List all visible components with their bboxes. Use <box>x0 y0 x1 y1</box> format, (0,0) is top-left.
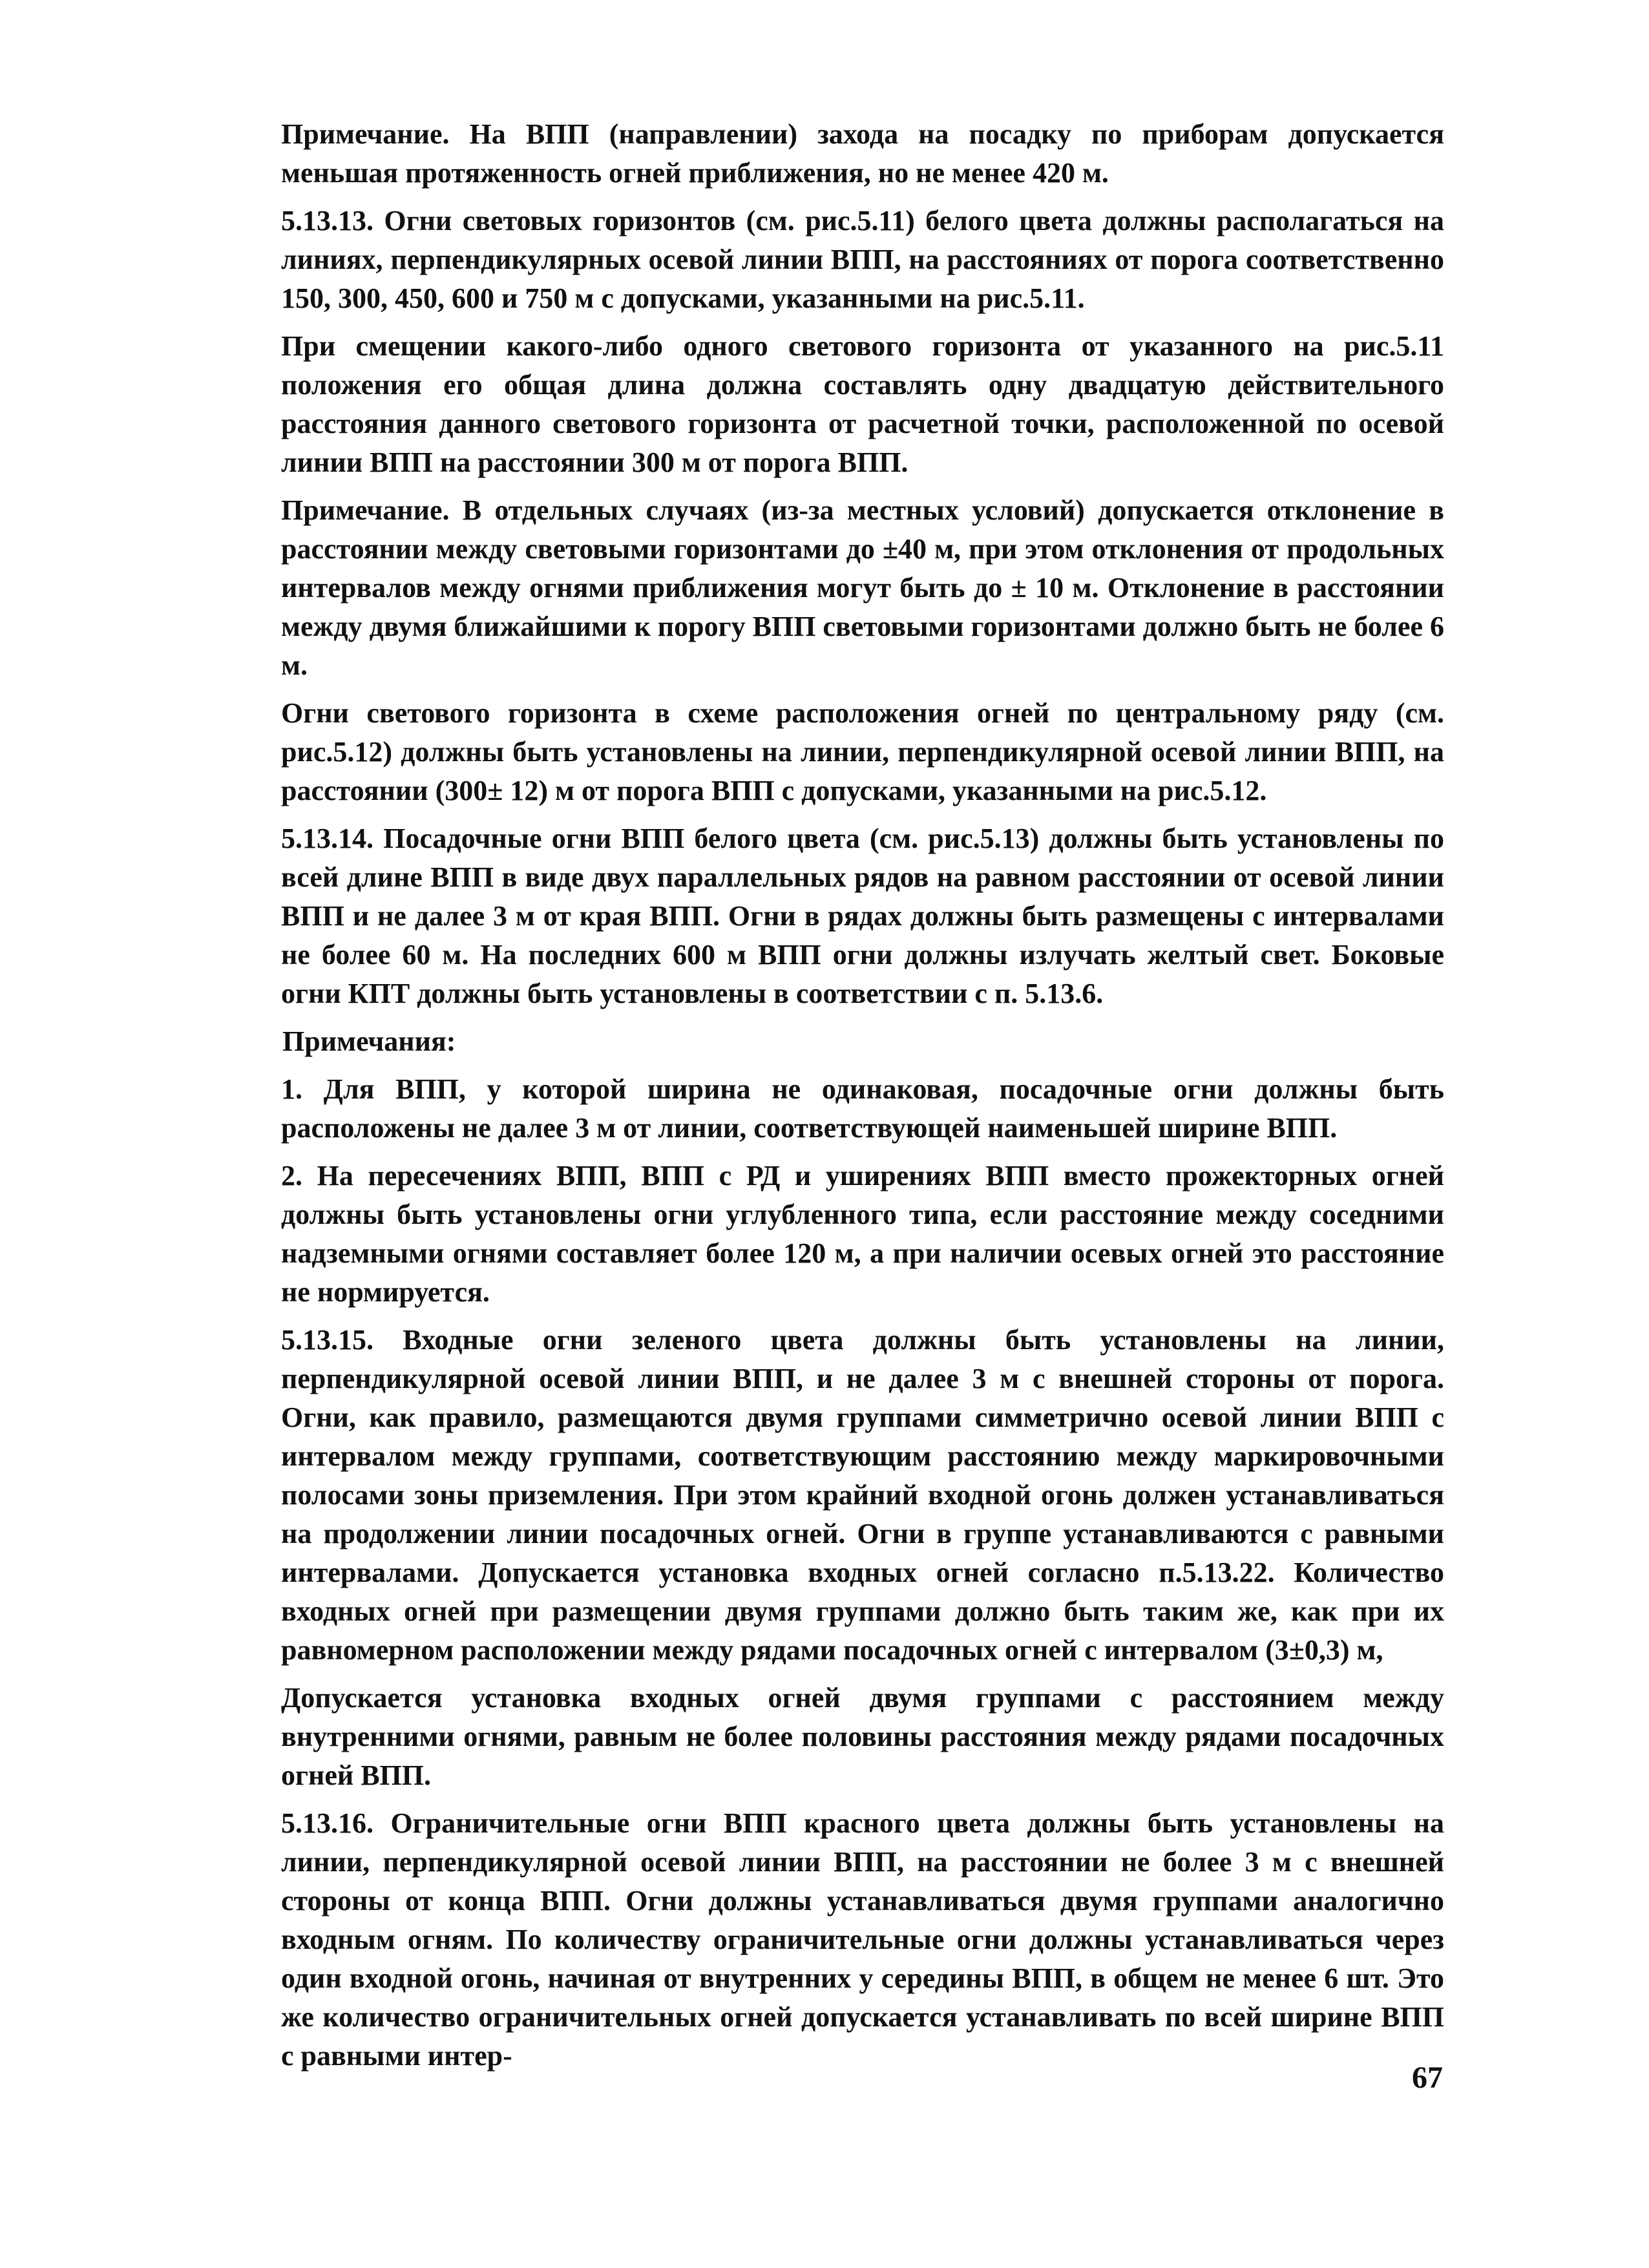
notes-heading: Примечания: <box>282 1025 456 1057</box>
paragraph-horizon-offset: При смещении какого-либо одного светового горизонта от указанного на рис.5.11 положения его общая длина должна составлять одну двадцатую действительного расстояния данного светового горизонта от расчетной точки, расположенной по осевой линии ВПП на расстоянии 300 м от порога ВПП. <box>281 330 1444 478</box>
clause-5-13-14: 5.13.14. Посадочные огни ВПП белого цвета (см. рис.5.13) должны быть установлены по всей длине ВПП в виде двух параллельных рядов на равном расстоянии от осевой линии ВПП и не далее 3 м от края ВПП. Огни в рядах должны быть размещены с интервалами не более 60 м. На последних 600 м ВПП огни должны излучать желтый свет. Боковые огни КПТ должны быть установлены в соответствии с п. 5.13.6. <box>281 823 1444 1009</box>
note-horizon-deviation <box>281 491 1444 685</box>
paragraph-threshold-groups: Допускается установка входных огней двумя группами с расстоянием между внутренними огнями, равным не более половины расстояния между рядами посадочных огней ВПП. <box>281 1682 1444 1791</box>
note-text: В отдельных случаях (из-за местных условий) допускается отклонение в расстоянии между световыми горизонтами до ±40 м, при этом отклонения от продольных интервалов между огнями приближения могут быть до ± 10 м. Отклонение в расстоянии между двумя ближайшими к порогу ВПП световыми горизонтами должно быть не более 6 м. <box>281 494 1444 681</box>
page-body <box>281 115 1444 2084</box>
note-text: На ВПП (направлении) захода на посадку по приборам допускается меньшая протяженность огней приближения, но не менее 420 м. <box>281 118 1444 189</box>
note-label: Примечание. <box>281 118 450 150</box>
paragraph-central-row-horizon: Огни светового горизонта в схеме расположения огней по центральному ряду (см. рис.5.12) должны быть установлены на линии, перпендикулярной осевой линии ВПП, на расстоянии (300± 12) м от порога ВПП с допусками, указанными на рис.5.12. <box>281 697 1444 806</box>
note-approach-lights <box>281 115 1444 193</box>
page-number: 67 <box>1412 2061 1443 2095</box>
clause-5-13-15: 5.13.15. Входные огни зеленого цвета должны быть установлены на линии, перпендикулярной осевой линии ВПП, и не далее 3 м с внешней стороны от порога. Огни, как правило, размещаются двумя группами симметрично осевой линии ВПП с интервалом между группами, соответствующим расстоянию между маркировочными полосами зоны приземления. При этом крайний входной огонь должен устанавливаться на продолжении линии посадочных огней. Огни в группе устанавливаются с равными интервалами. Допускается установка входных огней согласно п.5.13.22. Количество входных огней при размещении двумя группами должно быть таким же, как при их равномерном расположении между рядами посадочных огней с интервалом (3±0,3) м, <box>281 1324 1444 1666</box>
clause-5-13-13: 5.13.13. Огни световых горизонтов (см. рис.5.11) белого цвета должны располагаться на линиях, перпендикулярных осевой линии ВПП, на расстояниях от порога соответственно 150, 300, 450, 600 и 750 м с допусками, указанными на рис.5.11. <box>281 205 1444 314</box>
clause-5-13-16: 5.13.16. Ограничительные огни ВПП красного цвета должны быть установлены на линии, перпендикулярной осевой линии ВПП, на расстоянии не более 3 м с внешней стороны от конца ВПП. Огни должны устанавливаться двумя группами аналогично входным огням. По количеству ограничительные огни должны устанавливаться через один входной огонь, начиная от внутренних у середины ВПП, в общем не менее 6 шт. Это же количество ограничительных огней допускается устанавливать по всей ширине ВПП с равными интер- <box>281 1807 1444 2072</box>
note-label: Примечание. <box>281 494 450 526</box>
note-item-1: 1. Для ВПП, у которой ширина не одинаковая, посадочные огни должны быть расположены не далее 3 м от линии, соответствующей наименьшей ширине ВПП. <box>281 1073 1444 1144</box>
note-item-2: 2. На пересечениях ВПП, ВПП с РД и уширениях ВПП вместо прожекторных огней должны быть установлены огни углубленного типа, если расстояние между соседними надземными огнями составляет более 120 м, а при наличии осевых огней это расстояние не нормируется. <box>281 1160 1444 1308</box>
